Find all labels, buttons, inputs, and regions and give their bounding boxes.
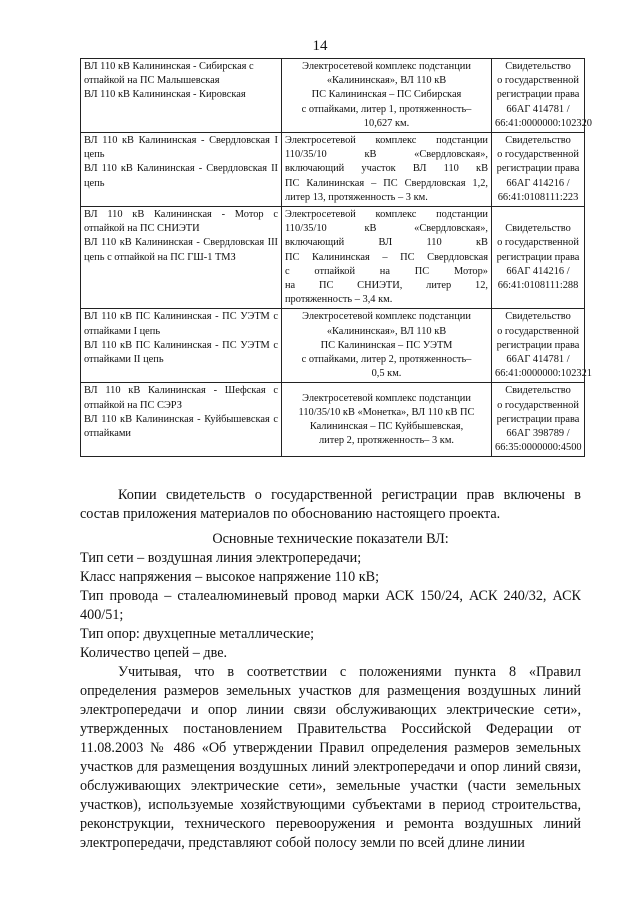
certificate-line: регистрации права: [496, 163, 580, 175]
circuit-count: Количество цепей – две.: [80, 645, 228, 661]
copies-note: Копии свидетельств о государственной регистрации прав включены в состав приложения материалов по обоснованию настоящего проекта.: [80, 487, 581, 522]
certificate-line: о государственной: [497, 399, 579, 411]
certificate-line: Свидетельство: [505, 61, 571, 72]
object-line: на ПС СНИЭТИ, литер 12,: [285, 280, 488, 292]
line-names-cell: [81, 383, 282, 457]
object-line: протяженность – 3,4 км.: [285, 294, 393, 306]
certificate-line: 66АГ 398789 /: [506, 428, 570, 440]
table-row: [81, 383, 585, 457]
certificate-line: регистрации права: [496, 251, 580, 263]
certificate-line: регистрации права: [496, 339, 580, 351]
table-row: [81, 133, 585, 207]
certificate-line: 66:41:0108111:288: [497, 280, 579, 292]
object-line: 110/35/10 кВ «Свердловская»,: [285, 223, 488, 235]
certificate-line: 66:41:0000000:102320: [495, 117, 592, 129]
object-line: с отпайками, литер 1, протяженность–: [301, 103, 472, 115]
indicators-heading: Основные технические показатели ВЛ:: [212, 531, 449, 547]
object-line: литер 2, протяженность– 3 км.: [318, 435, 454, 447]
line-name: ВЛ 110 кВ Калининская - Сибирская с отпайкой на ПС Малышевская: [84, 61, 254, 87]
table-row: [81, 207, 585, 309]
object-line: ПС Калининская – ПС Свердловская: [285, 251, 488, 263]
object-line: Калининская – ПС Куйбышевская,: [309, 420, 464, 432]
object-line: 110/35/10 кВ «Монетка», ВЛ 110 кВ ПС: [298, 406, 475, 418]
object-cell: [282, 309, 492, 383]
object-line: Электросетевой комплекс подстанции: [302, 311, 471, 323]
line-names-cell: [81, 207, 282, 309]
certificate-line: 66АГ 414781 /: [506, 103, 570, 115]
line-name: ВЛ 110 кВ Калининская - Кировская: [84, 89, 246, 101]
line-name: ВЛ 110 кВ Калининская - Свердловская III цепь с отпайкой на ПС ГШ-1 ТМЗ: [84, 237, 278, 263]
object-line: с отпайками, литер 2, протяженность–: [301, 354, 472, 366]
certificate-line: 66:41:0000000:102321: [495, 368, 592, 380]
object-line: с отпайкой на ПС Мотор»: [285, 265, 488, 277]
object-line: Электросетевой комплекс подстанции: [302, 61, 471, 72]
registration-table: [80, 58, 592, 457]
certificate-line: Свидетельство: [505, 311, 571, 323]
final-paragraph: Учитывая, что в соответствии с положениями пункта 8 «Правил определения размеров земельных участков для размещения воздушных линий электропередачи и опор линии связи обслуживающих электрические сети», утвержденных постановлением Правительства Российской Федерации от 11.08.2003 № 486 «Об утверждении Правил определения размеров земельных участков для размещения воздушных линий электропередачи и опор линий связи, обслуживающих электрические сети», земельные участки (части земельных участков), используемые хозяйствующими субъектами в период строительства, реконструкции, технического перевооружения и ремонта воздушных линий электропередачи, представляют собой полосу земли по всей длине линии: [80, 664, 581, 851]
line-name: ВЛ 110 кВ Калининская - Мотор с отпайкой на ПС СНИЭТИ: [84, 209, 278, 235]
support-type: Тип опор: двухцепные металлические;: [80, 626, 315, 642]
object-cell: [282, 59, 492, 133]
object-line: 110/35/10 кВ «Свердловская»,: [285, 149, 488, 161]
page-number: 14: [312, 38, 328, 54]
line-name: ВЛ 110 кВ Калининская - Шефская с отпайкой на ПС СЭРЗ: [84, 385, 278, 411]
object-cell: [282, 133, 492, 207]
certificate-line: регистрации права: [496, 413, 580, 425]
certificate-line: 66АГ 414216 /: [506, 265, 570, 277]
object-line: Электросетевой комплекс подстанции: [285, 135, 488, 147]
certificate-line: Свидетельство: [505, 223, 571, 235]
object-line: ПС Калининская – ПС УЭТМ: [320, 339, 453, 351]
certificate-cell: [492, 59, 592, 133]
certificate-line: 66АГ 414781 /: [506, 354, 570, 366]
certificate-line: регистрации права: [496, 89, 580, 101]
line-name: ВЛ 110 кВ ПС Калининская - ПС УЭТМ с отпайками I цепь: [84, 311, 278, 337]
object-cell: [282, 207, 492, 309]
certificate-cell: [492, 309, 592, 383]
object-line: включающий участок ВЛ 110 кВ: [285, 163, 488, 175]
certificate-line: Свидетельство: [505, 135, 571, 147]
wire-type: Тип провода – сталеалюминевый провод марки АСК 150/24, АСК 240/32, АСК 400/51;: [80, 588, 581, 623]
object-line: «Калининская», ВЛ 110 кВ: [326, 75, 447, 87]
certificate-line: Свидетельство: [505, 385, 571, 397]
certificate-line: о государственной: [497, 237, 579, 249]
certificate-line: 66:41:0108111:223: [497, 191, 579, 203]
network-type: Тип сети – воздушная линия электропередачи;: [80, 550, 362, 566]
line-name: ВЛ 110 кВ Калининская - Свердловская II цепь: [84, 163, 278, 189]
certificate-line: о государственной: [497, 325, 579, 337]
line-name: ВЛ 110 кВ Калининская - Свердловская I цепь: [84, 135, 278, 161]
table-row: [81, 309, 585, 383]
certificate-cell: [492, 133, 585, 207]
object-line: 0,5 км.: [371, 368, 402, 380]
line-name: ВЛ 110 кВ Калининская - Куйбышевская с отпайками: [84, 413, 278, 440]
line-name: ВЛ 110 кВ ПС Калининская - ПС УЭТМ с отпайками II цепь: [84, 339, 278, 366]
table-row: [81, 59, 585, 133]
object-line: «Калининская», ВЛ 110 кВ: [326, 325, 447, 337]
certificate-line: о государственной: [497, 149, 579, 161]
object-line: включающий ВЛ 110 кВ: [285, 237, 488, 249]
object-line: Электросетевой комплекс подстанции: [285, 209, 488, 221]
certificate-cell: [492, 383, 585, 457]
certificate-line: о государственной: [497, 75, 579, 87]
object-line: литер 13, протяженность – 3 км.: [285, 191, 428, 203]
certificate-line: 66АГ 414216 /: [506, 177, 570, 189]
object-line: 10,627 км.: [363, 117, 410, 129]
object-cell: [282, 383, 492, 457]
line-names-cell: [81, 133, 282, 207]
line-names-cell: [81, 309, 282, 383]
body-text: [80, 486, 581, 853]
object-line: ПС Калининская – ПС Свердловская 1,2,: [285, 177, 488, 189]
line-names-cell: [81, 59, 282, 133]
object-line: Электросетевой комплекс подстанции: [302, 392, 471, 404]
certificate-cell: [492, 207, 585, 309]
voltage-class: Класс напряжения – высокое напряжение 110 кВ;: [80, 569, 380, 585]
certificate-line: 66:35:0000000:4500: [495, 442, 582, 454]
object-line: ПС Калининская – ПС Сибирская: [311, 89, 462, 101]
